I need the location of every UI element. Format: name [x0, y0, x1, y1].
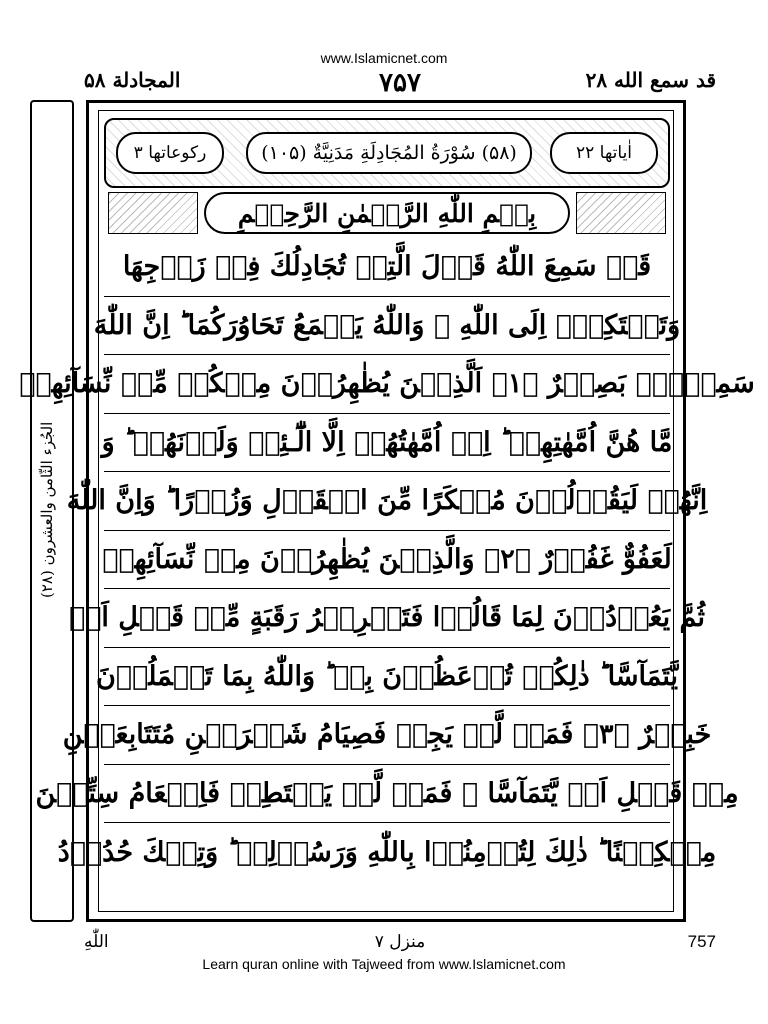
- verse-line: مِنۡ قَبۡلِ اَنۡ يَّتَمَآسَّا ۚ فَمَنۡ لَّمۡ يَسۡتَطِعۡ فَاِطۡعَامُ سِتِّيۡنَ: [104, 765, 670, 824]
- surah-title-band: [104, 118, 670, 188]
- page-number: 757: [687, 932, 716, 951]
- surah-name: المجادلة ۵۸: [84, 68, 181, 92]
- verse-line: قَدۡ سَمِعَ اللّٰهُ قَوۡلَ الَّتِىۡ تُجَادِلُكَ فِىۡ زَوۡجِهَا: [104, 238, 670, 297]
- page-number-arabic: ۷۵۷: [379, 68, 421, 98]
- page-header: [84, 68, 716, 98]
- catchword: اللّٰهِ: [84, 932, 109, 952]
- ruku-count: رکوعاتها ۳: [116, 132, 224, 174]
- verse-line: مِسۡكِيۡنًا ؕ ذٰلِكَ لِتُؤۡمِنُوۡا بِاللّٰهِ وَرَسُوۡلِهٖ ؕ وَتِلۡكَ حُدُوۡدُ: [57, 836, 717, 868]
- ornament-left: [108, 192, 198, 234]
- site-url[interactable]: www.Islamicnet.com: [320, 50, 448, 66]
- bottom-promo-text[interactable]: Learn quran online with Tajweed from www.Islamicnet.com: [202, 956, 566, 972]
- ayat-count: اٰیاتها ۲۲: [550, 132, 658, 174]
- verse-line: سَمِيۡعٌۢ بَصِيۡرٌ ﴿۱﴾ اَلَّذِيۡنَ يُظٰهِرُوۡنَ مِنۡكُمۡ مِّنۡ نِّسَآئِهِمۡ: [104, 355, 670, 414]
- surah-title: (۵۸) سُوْرَةُ المُجَادِلَةِ مَدَنِيَّةٌ (۱۰۵): [246, 132, 532, 174]
- verse-line: يَّتَمَآسَّا ؕ ذٰلِكُمۡ تُوۡعَظُوۡنَ بِهٖ ؕ وَاللّٰهُ بِمَا تَعۡمَلُوۡنَ: [104, 648, 670, 707]
- ornament-right: [576, 192, 666, 234]
- basmala: بِسۡمِ اللّٰهِ الرَّحۡمٰنِ الرَّحِيۡمِ: [204, 192, 570, 234]
- verse-line: وَتَشۡتَكِىۡۤ اِلَى اللّٰهِ ۖ وَاللّٰهُ يَسۡمَعُ تَحَاوُرَكُمَا ؕ اِنَّ اللّٰهَ: [104, 297, 670, 356]
- manzil-label: منزل ۷: [374, 932, 426, 952]
- verse-line: اِنَّهُمۡ لَيَقُوۡلُوۡنَ مُنۡكَرًا مِّنَ الۡقَوۡلِ وَزُوۡرًا ؕ وَاِنَّ اللّٰهَ: [104, 472, 670, 531]
- page-footer: [84, 932, 716, 958]
- juz-name: قد سمع الله ۲۸: [585, 68, 716, 92]
- basmala-band: [104, 190, 670, 236]
- side-margin-text: الجُزء الثّامن والعشرون (۲۸): [38, 421, 56, 599]
- verse-line: ثُمَّ يَعُوۡدُوۡنَ لِمَا قَالُوۡا فَتَحۡرِيۡرُ رَقَبَةٍ مِّنۡ قَبۡلِ اَنۡ: [104, 589, 670, 648]
- verse-line: خَبِيۡرٌ ﴿۳﴾ فَمَنۡ لَّمۡ يَجِدۡ فَصِيَامُ شَهۡرَيۡنِ مُتَتَابِعَيۡنِ: [104, 706, 670, 765]
- verse-line: مَّا هُنَّ اُمَّهٰتِهِمۡ ؕ اِنۡ اُمَّهٰتُهُمۡ اِلَّا الّٰٓـئِىۡ وَلَدۡنَهُمۡ ؕ وَ: [104, 414, 670, 473]
- verse-line: لَعَفُوٌّ غَفُوۡرٌ ﴿۲﴾ وَالَّذِيۡنَ يُظٰهِرُوۡنَ مِنۡ نِّسَآئِهِمۡ: [104, 531, 670, 590]
